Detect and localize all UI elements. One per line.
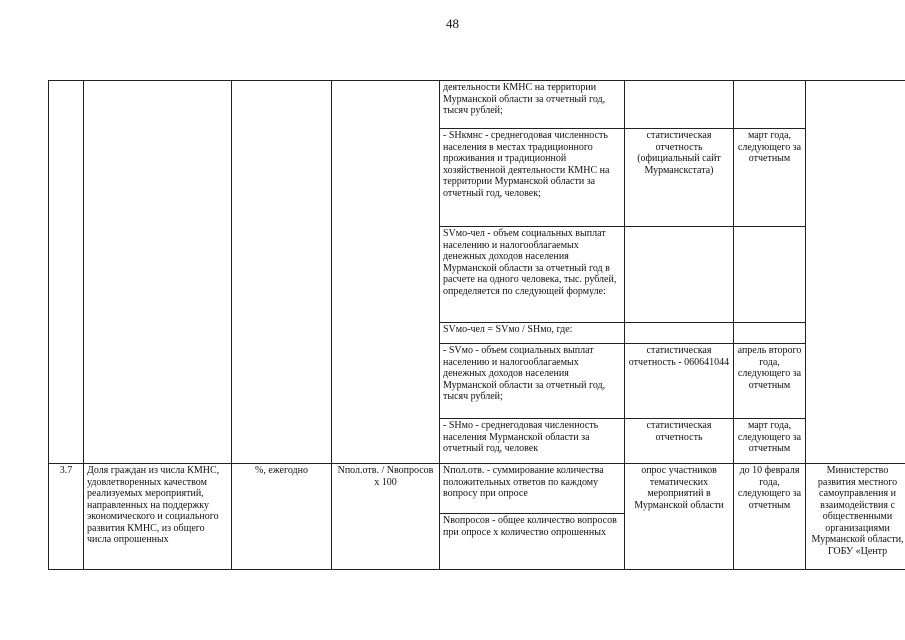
- timing-cell: до 10 февраля года, следующего за отчетным: [734, 464, 806, 570]
- timing-cell: [734, 81, 806, 129]
- description-cell: Nвопросов - общее количество вопросов при опросе х количество опрошенных: [440, 514, 625, 570]
- unit-periodicity: %, ежегодно: [232, 464, 332, 570]
- num-cell: [49, 81, 84, 464]
- page-number: 48: [446, 16, 459, 31]
- description-cell: деятельности КМНС на территории Мурманской области за отчетный год, тысяч рублей;: [440, 81, 625, 129]
- source-cell: статистическая отчетность (официальный сайт Мурманскстата): [625, 129, 734, 227]
- timing-cell: апрель второго года, следующего за отчетным: [734, 344, 806, 419]
- timing-cell: [734, 323, 806, 344]
- source-cell: статистическая отчетность - 060641044: [625, 344, 734, 419]
- description-cell: - SHмо - среднегодовая численность населения Мурманской области за отчетный год, человек: [440, 419, 625, 464]
- description-cell: - SVмо - объем социальных выплат населению и налогооблагаемых денежных доходов населения Мурманской области за отчетный год, тысяч рублей;: [440, 344, 625, 419]
- indicator-name-cell: [84, 81, 232, 464]
- source-cell: опрос участников тематических мероприятий в Мурманской области: [625, 464, 734, 570]
- description-cell: - SHкмнс - среднегодовая численность населения в местах традиционного проживания и традиционной хозяйственной деятельности КМНС на территории Мурманской области за отчетный год, человек;: [440, 129, 625, 227]
- indicator-table: [48, 80, 905, 570]
- formula-cell: [332, 81, 440, 464]
- source-cell: [625, 227, 734, 323]
- source-cell: статистическая отчетность: [625, 419, 734, 464]
- table-row: [49, 464, 905, 514]
- timing-cell: [734, 227, 806, 323]
- description-cell: SVмо-чел = SVмо / SHмо, где:: [440, 323, 625, 344]
- source-cell: [625, 323, 734, 344]
- description-cell: SVмо-чел - объем социальных выплат населению и налогооблагаемых денежных доходов населения Мурманской области за отчетный год в расчете на одного человека, тыс. рублей, определяется по следующей формуле:: [440, 227, 625, 323]
- timing-cell: март года, следующего за отчетным: [734, 419, 806, 464]
- timing-cell: март года, следующего за отчетным: [734, 129, 806, 227]
- indicator-name: Доля граждан из числа КМНС, удовлетворенных качеством реализуемых мероприятий, направленных на поддержку экономического и социального развития КМНС, из общего числа опрошенных: [84, 464, 232, 570]
- source-cell: [625, 81, 734, 129]
- unit-cell: [232, 81, 332, 464]
- description-cell: Nпол.отв. - суммирование количества положительных ответов по каждому вопросу при опросе: [440, 464, 625, 514]
- indicator-number: 3.7: [49, 464, 84, 570]
- formula: Nпол.отв. / Nвопросов x 100: [332, 464, 440, 570]
- responsible-cell: [806, 81, 905, 464]
- table-row: [49, 81, 905, 129]
- responsible-cell: Министерство развития местного самоуправления и взаимодействия с общественными организациями Мурманской области, ГОБУ «Центр: [806, 464, 905, 570]
